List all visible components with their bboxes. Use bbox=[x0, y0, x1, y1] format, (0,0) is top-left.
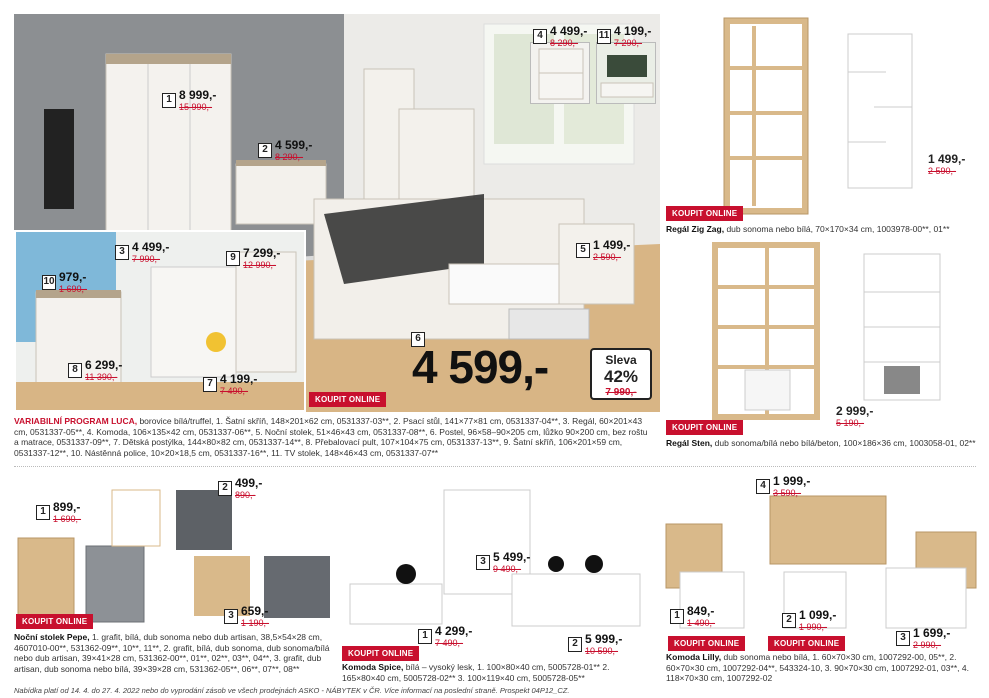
luca-caption bbox=[14, 416, 654, 459]
zigzag-white-photo bbox=[846, 32, 914, 190]
price: 5 999,- bbox=[585, 632, 623, 646]
price: 7 299,- bbox=[243, 246, 281, 260]
price-tag-3 bbox=[115, 240, 169, 264]
old-price: 8 290,- bbox=[550, 38, 579, 48]
pepe-photo bbox=[14, 476, 334, 624]
caption-text: borovice bílá/truffel, 1. Šatní skříň, 148×201×62 cm, 0531337-03**, 2. Psací stůl, 141×77×81 cm, 0531337-04**, 3. Regál, 60×201×43 cm, 0531337-05**, 4. Komoda, 106×135×42 cm, 0531337-06**, 5. Noční stolek, 51×46×43 cm, 0531337-08**, 6. Postel, 96×58–90×205 cm, lůžko 90×200 cm, bez roštu a matrace, 0531337-09**, 7. Dětská postýlka, 144×80×82 cm, 0531337-14**, 8. Přebalovací pult, 107×104×75 cm, 0531337-13**, 9. Šatní skříň, 106×201×59 cm, 0531337-12**, 10. Nástěnná police, 10×20×18,5 cm, 0531337-16**, 11. TV stolek, 148×46×43 cm, 0531337-07** bbox=[14, 416, 648, 458]
price: 2 999,- bbox=[836, 404, 874, 418]
pepe-tag-3 bbox=[224, 604, 269, 628]
price: 5 499,- bbox=[493, 550, 531, 564]
price: 1 999,- bbox=[773, 474, 811, 488]
discount-badge bbox=[590, 348, 652, 400]
pepe-tag-1 bbox=[36, 500, 81, 524]
item-number: 3 bbox=[476, 555, 490, 570]
buy-online-button-luca[interactable]: KOUPIT ONLINE bbox=[309, 392, 386, 407]
price: 4 199,- bbox=[220, 372, 258, 386]
caption-title: Noční stolek Pepe, bbox=[14, 632, 90, 642]
price: 4 499,- bbox=[132, 240, 170, 254]
price: 1 499,- bbox=[928, 152, 966, 166]
lilly-tag-4 bbox=[756, 474, 810, 498]
price-tag-4 bbox=[533, 24, 587, 48]
price: 4 199,- bbox=[614, 24, 652, 38]
old-price: 1 990,- bbox=[799, 622, 828, 632]
price: 1 499,- bbox=[593, 238, 631, 252]
spice-tag-1 bbox=[418, 624, 472, 648]
zigzag-price bbox=[928, 152, 965, 176]
item-number: 11 bbox=[597, 29, 611, 44]
caption-title: Komoda Spice, bbox=[342, 662, 404, 672]
caption-text: bílá – vysoký lesk, 1. 100×80×40 cm, 5005728-01** 2. 165×80×40 cm, 5005728-02** 3. 100×119×40 cm, 5005728-05** bbox=[342, 662, 610, 683]
buy-online-button-zigzag[interactable]: KOUPIT ONLINE bbox=[666, 206, 743, 221]
item-number: 5 bbox=[576, 243, 590, 258]
buy-online-button-lilly-1[interactable]: KOUPIT ONLINE bbox=[668, 636, 745, 651]
old-price: 15 990,- bbox=[179, 102, 213, 112]
price-tag-1 bbox=[162, 88, 216, 112]
sten-white-photo bbox=[862, 252, 942, 402]
caption-title: Komoda Lilly, bbox=[666, 652, 722, 662]
old-price: 8 290,- bbox=[275, 152, 304, 162]
old-price: 1 690,- bbox=[59, 284, 88, 294]
item-number: 3 bbox=[115, 245, 129, 260]
price: 499,- bbox=[235, 476, 263, 490]
price: 4 299,- bbox=[435, 624, 473, 638]
item-number: 1 bbox=[36, 505, 50, 520]
item-number: 10 bbox=[42, 275, 56, 290]
caption-text: dub sonoma nebo bílá, 1. 60×70×30 cm, 1007292-00, 05**, 2. 60×70×30 cm, 1007292-04**, 543324-10, 3. 90×70×30 cm, 1007292-01, 03**, 4. 118×70×30 cm, 1007292-02 bbox=[666, 652, 969, 684]
price-tag-7 bbox=[203, 372, 257, 396]
spice-tag-2 bbox=[568, 632, 622, 656]
price-tag-8 bbox=[68, 358, 122, 382]
caption-title: Regál Sten, bbox=[666, 438, 713, 448]
pepe-caption bbox=[14, 632, 336, 675]
old-price: 7 990,- bbox=[132, 254, 161, 264]
item-number: 3 bbox=[224, 609, 238, 624]
item-number: 2 bbox=[218, 481, 232, 496]
old-price: 890,- bbox=[235, 490, 256, 500]
spice-tag-3 bbox=[476, 550, 530, 574]
old-price: 2 590,- bbox=[928, 166, 957, 176]
price: 899,- bbox=[53, 500, 81, 514]
price: 849,- bbox=[687, 604, 715, 618]
price-tag-9 bbox=[226, 246, 280, 270]
item-number: 1 bbox=[670, 609, 684, 624]
hero-price: 4 599,- bbox=[412, 341, 549, 393]
item-number: 3 bbox=[896, 631, 910, 646]
price: 979,- bbox=[59, 270, 87, 284]
discount-label: Sleva bbox=[605, 353, 637, 367]
item-number: 1 bbox=[162, 93, 176, 108]
discount-old-price: 7 990,- bbox=[605, 387, 637, 398]
item-number: 2 bbox=[258, 143, 272, 158]
lilly-tag-1 bbox=[670, 604, 715, 628]
footer-note: Nabídka platí od 14. 4. do 27. 4. 2022 nebo do vyprodání zásob ve všech prodejnách ASKO - NÁBYTEK v ČR. Více informací na poslední straně. Prospekt 04P12_CZ. bbox=[14, 686, 570, 695]
old-price: 9 490,- bbox=[493, 564, 522, 574]
discount-percent: 42% bbox=[603, 367, 639, 386]
old-price: 5 190,- bbox=[836, 418, 865, 428]
caption-text: dub sonoma nebo bílá, 70×170×34 cm, 1003978-00**, 01** bbox=[724, 224, 950, 234]
item-number: 7 bbox=[203, 377, 217, 392]
item-number: 9 bbox=[226, 251, 240, 266]
price: 4 499,- bbox=[550, 24, 588, 38]
price: 4 599,- bbox=[275, 138, 313, 152]
zigzag-oak-photo bbox=[722, 16, 810, 216]
zigzag-caption bbox=[666, 224, 981, 235]
price-tag-2 bbox=[258, 138, 312, 162]
spice-caption bbox=[342, 662, 654, 683]
old-price: 1 190,- bbox=[241, 618, 270, 628]
inset-photo-11 bbox=[596, 42, 656, 104]
lilly-caption bbox=[666, 652, 984, 684]
price-tag-10 bbox=[42, 270, 87, 294]
item-number: 4 bbox=[756, 479, 770, 494]
caption-text: dub sonoma/bílá nebo bílá/beton, 100×186×36 cm, 1003058-01, 02** bbox=[712, 438, 976, 448]
old-price: 2 590,- bbox=[593, 252, 622, 262]
caption-title: Regál Zig Zag, bbox=[666, 224, 725, 234]
buy-online-button-lilly-2[interactable]: KOUPIT ONLINE bbox=[768, 636, 845, 651]
old-price: 11 390,- bbox=[85, 372, 118, 382]
price: 8 999,- bbox=[179, 88, 217, 102]
sten-caption bbox=[666, 438, 981, 449]
sten-price bbox=[836, 404, 873, 428]
lilly-tag-3 bbox=[896, 626, 950, 650]
divider bbox=[14, 466, 976, 467]
price: 1 699,- bbox=[913, 626, 951, 640]
price-tag-5 bbox=[576, 238, 630, 262]
lilly-tag-2 bbox=[782, 608, 836, 632]
price-tag-11 bbox=[597, 24, 651, 48]
price: 659,- bbox=[241, 604, 269, 618]
old-price: 1 490,- bbox=[687, 618, 716, 628]
item-number: 1 bbox=[418, 629, 432, 644]
price: 6 299,- bbox=[85, 358, 123, 372]
old-price: 1 690,- bbox=[53, 514, 82, 524]
buy-online-button-spice[interactable]: KOUPIT ONLINE bbox=[342, 646, 419, 661]
item-number: 2 bbox=[782, 613, 796, 628]
buy-online-button-pepe[interactable]: KOUPIT ONLINE bbox=[16, 614, 93, 629]
old-price: 7 290,- bbox=[614, 38, 643, 48]
item-number: 8 bbox=[68, 363, 82, 378]
old-price: 10 590,- bbox=[585, 646, 619, 656]
price: 1 099,- bbox=[799, 608, 837, 622]
old-price: 2 990,- bbox=[913, 640, 942, 650]
old-price: 12 990,- bbox=[243, 260, 277, 270]
old-price: 7 490,- bbox=[220, 386, 249, 396]
item-number: 2 bbox=[568, 637, 582, 652]
old-price: 7 490,- bbox=[435, 638, 464, 648]
buy-online-button-sten[interactable]: KOUPIT ONLINE bbox=[666, 420, 743, 435]
inset-photo-4 bbox=[530, 42, 590, 104]
old-price: 3 590,- bbox=[773, 488, 802, 498]
caption-text: 1. grafit, bílá, dub sonoma nebo dub artisan, 38,5×54×28 cm, 4607010-00**, 531362-09**, 10**, 11**, 2. grafit, bílá, dub sonoma, dub sonoma/bílá nebo dub artisan, 39×41×28 cm, 531362-00**, 01**, 02**, 03**, 04**, 3. grafit, dub artisan, dub sonoma nebo bílá, 39×39×28 cm, 531362-05**, 06**, 07**, 08** bbox=[14, 632, 330, 674]
item-number: 4 bbox=[533, 29, 547, 44]
caption-title: VARIABILNÍ PROGRAM LUCA, bbox=[14, 416, 138, 426]
sten-oak-photo bbox=[710, 240, 822, 422]
pepe-tag-2 bbox=[218, 476, 262, 500]
item-number: 6 bbox=[411, 332, 425, 347]
